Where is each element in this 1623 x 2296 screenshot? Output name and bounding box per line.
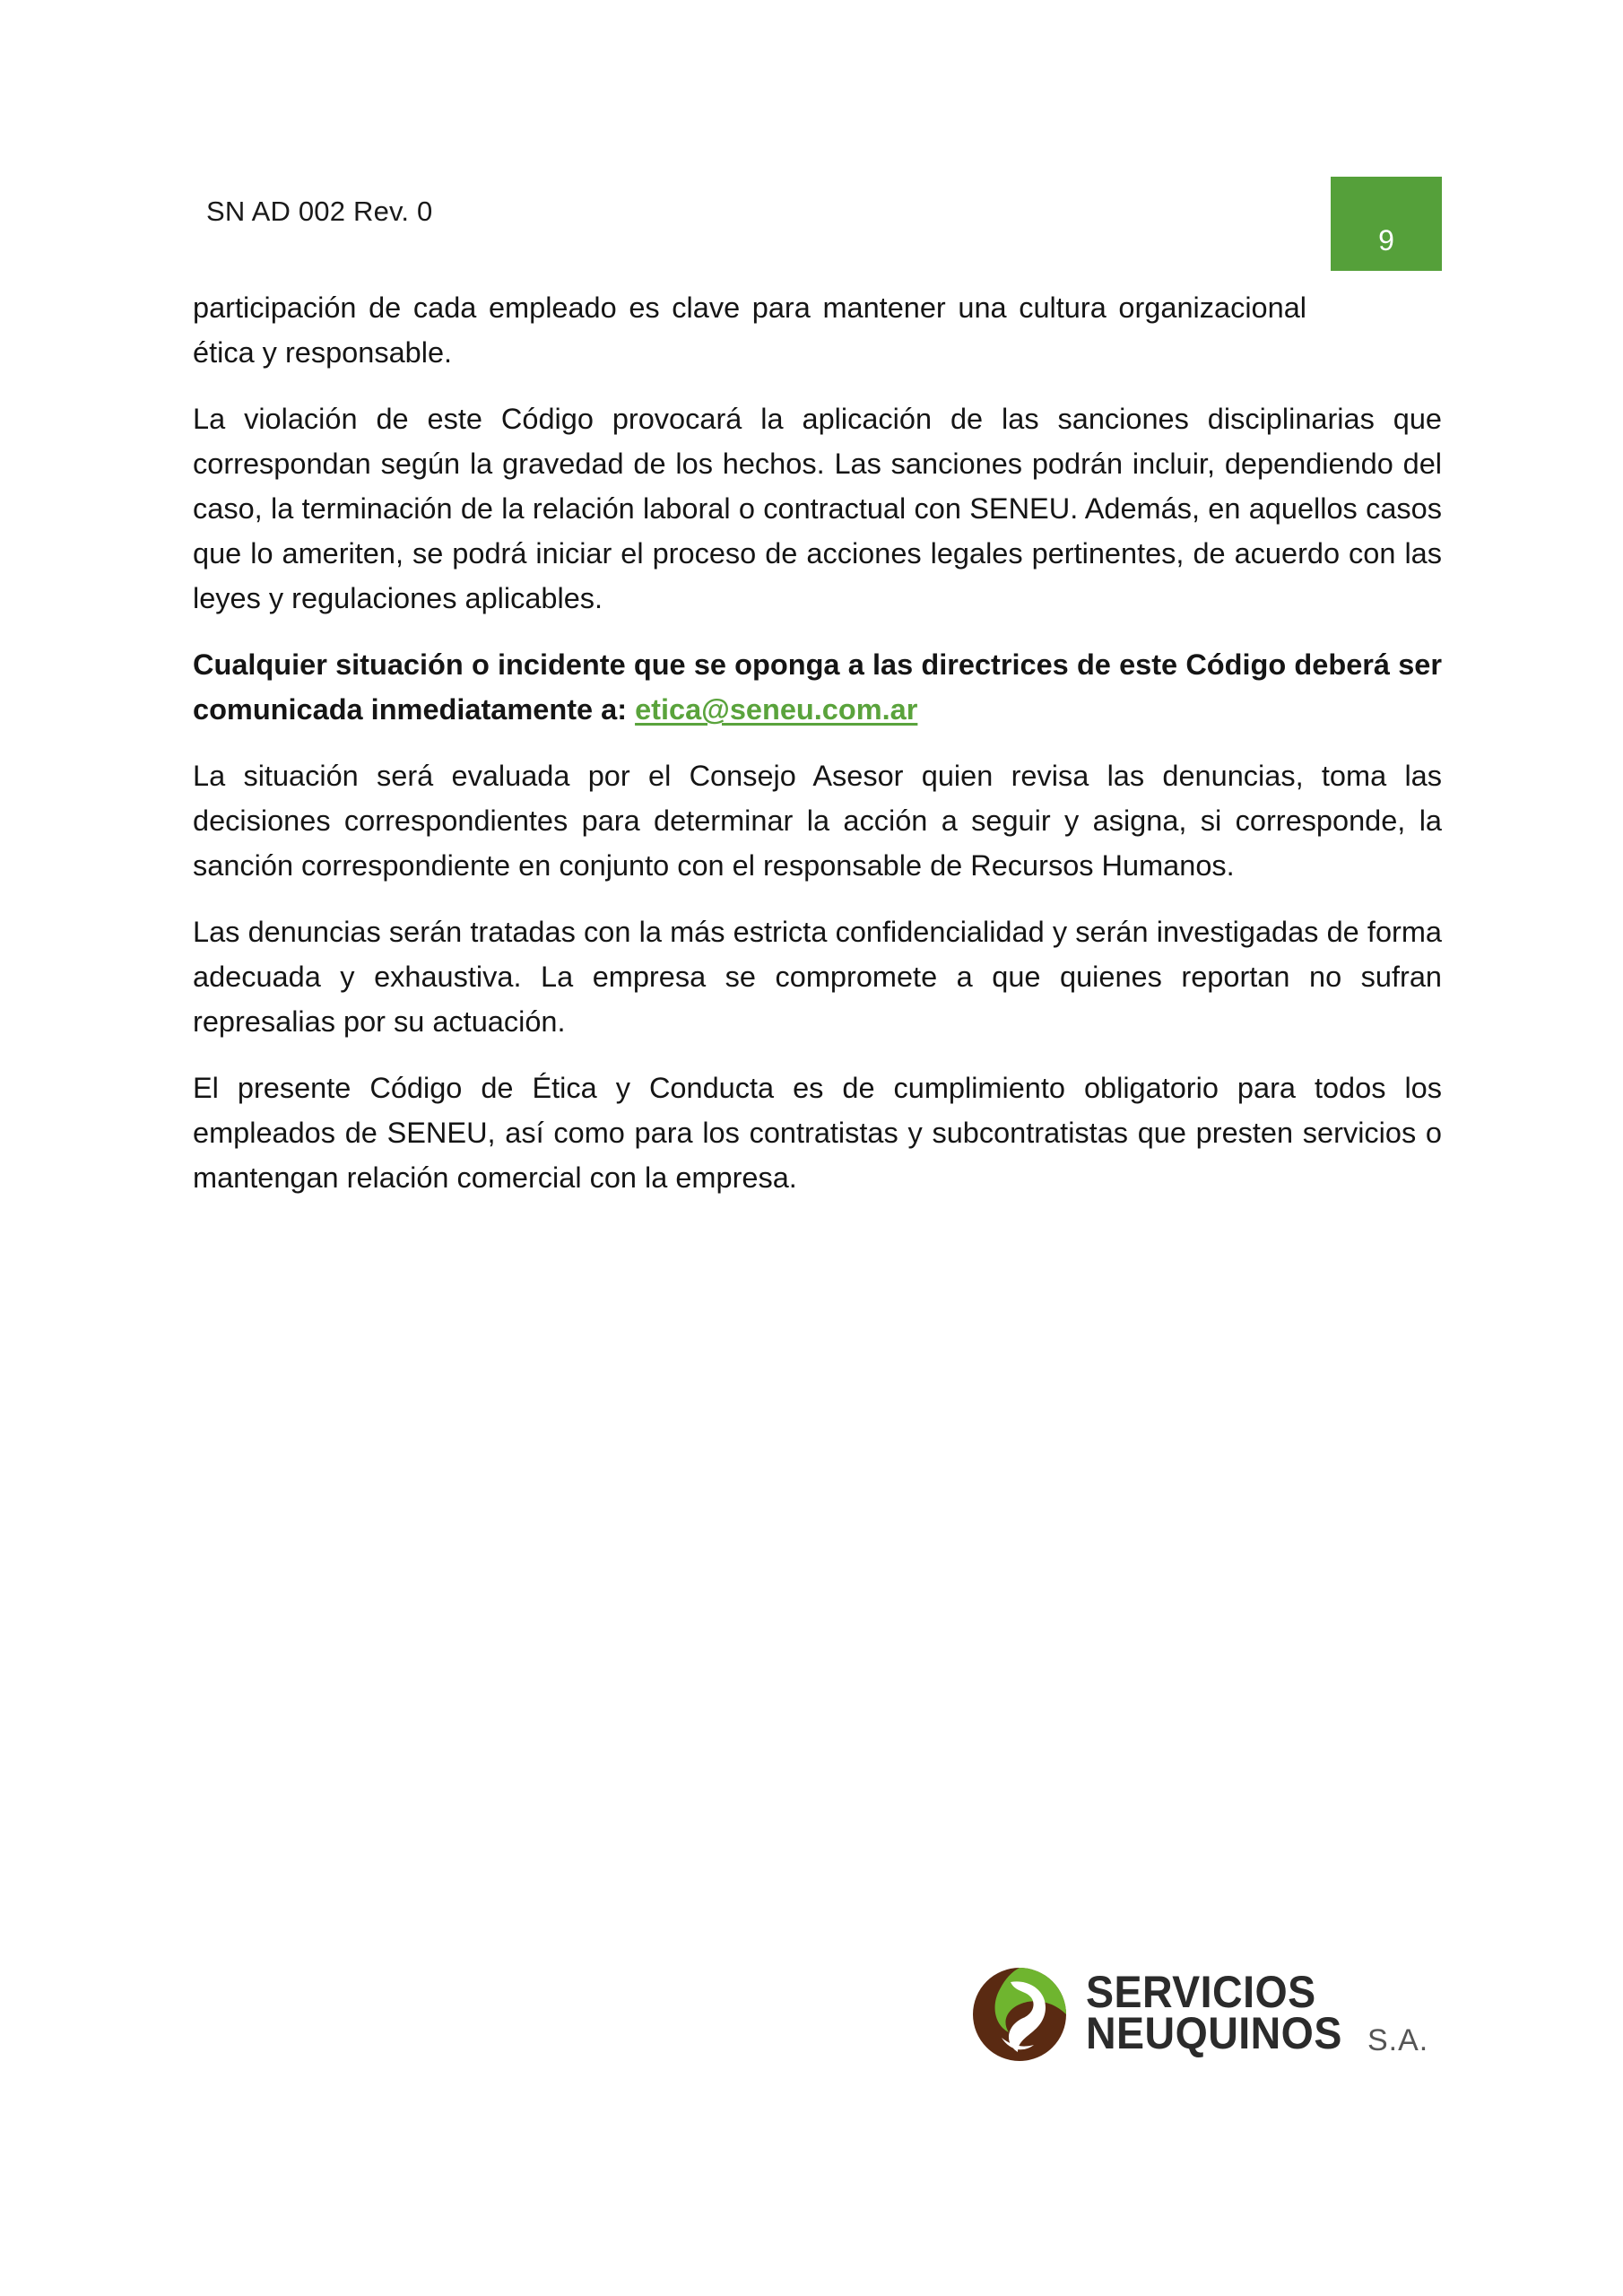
paragraph-5: Las denuncias serán tratadas con la más estricta confidencialidad y serán investigadas de forma adecuada y exhaustiva. La empresa se compromete a que quienes reportan no sufran represalias por su actuación. <box>193 916 1442 1038</box>
company-logo <box>971 1962 1437 2070</box>
document-code: SN AD 002 Rev. 0 <box>206 196 433 227</box>
logo-line-1: SERVICIOS <box>1086 1967 1316 2017</box>
paragraph-1: participación de cada empleado es clave para mantener una cultura organizacional ética y responsable. <box>193 291 1306 369</box>
page-number-badge <box>1331 177 1442 271</box>
logo-suffix: S.A. <box>1367 2023 1429 2057</box>
paragraph-2: La violación de este Código provocará la aplicación de las sanciones disciplinarias que correspondan según la gravedad de los hechos. Las sanciones podrán incluir, dependiendo del caso, la terminación de la relación laboral o contractual con SENEU. Además, en aquellos casos que lo ameriten, se podrá iniciar el proceso de acciones legales pertinentes, de acuerdo con las leyes y regulaciones aplicables. <box>193 403 1442 614</box>
paragraph-4: La situación será evaluada por el Consejo Asesor quien revisa las denuncias, toma las decisiones correspondientes para determinar la acción a seguir y asigna, si corresponde, la sanción correspondiente en conjunto con el responsable de Recursos Humanos. <box>193 760 1442 882</box>
paragraph-report-contact <box>193 642 1442 732</box>
page-number: 9 <box>1378 224 1394 257</box>
ethics-email-link[interactable]: etica@seneu.com.ar <box>635 693 918 726</box>
logo-line-2: NEUQUINOS <box>1086 2008 1342 2058</box>
paragraph-6: El presente Código de Ética y Conducta es de cumplimiento obligatorio para todos los empleados de SENEU, así como para los contratistas y subcontratistas que presten servicios o mantengan relación comercial con la empresa. <box>193 1072 1442 1194</box>
seneu-s-leaf-icon <box>971 1962 1072 2063</box>
report-instruction: Cualquier situación o incidente que se oponga a las directrices de este Código deberá ser comunicada inmediatamente a: <box>193 648 1442 726</box>
document-body <box>193 285 1442 1222</box>
